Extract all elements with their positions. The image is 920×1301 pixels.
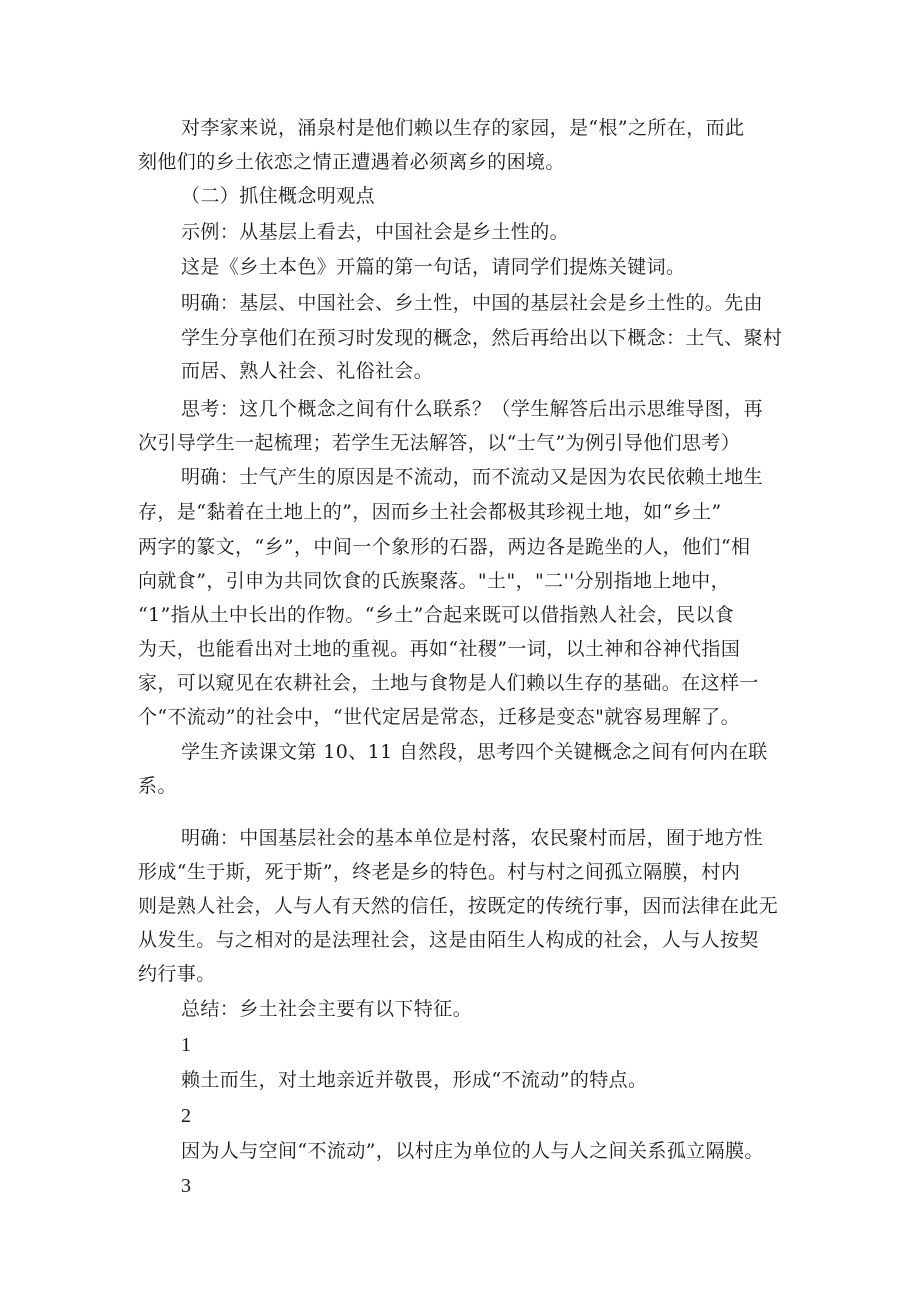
paragraph-line: 总结：乡土社会主要有以下特征。: [181, 998, 473, 1020]
section-heading: （二）抓住概念明观点: [181, 185, 376, 207]
paragraph-line: 明确：基层、中国社会、乡土性，中国的基层社会是乡土性的。先由: [181, 292, 764, 314]
list-item-text: 因为人与空间“不流动”，以村庄为单位的人与人之间关系孤立隔膜。: [181, 1140, 764, 1162]
paragraph-line: 次引导学生一起梳理；若学生无法解答，以“士气”为例引导他们思考）: [138, 432, 741, 454]
paragraph-line: 学生齐读课文第 10、11 自然段，思考四个关键概念之间有何内在联: [181, 741, 768, 763]
paragraph-line: 而居、熟人社会、礼俗社会。: [181, 360, 434, 382]
paragraph-line: 形成“生于斯，死于斯”，终老是乡的特色。村与村之间孤立隔膜，村内: [138, 861, 741, 883]
paragraph-line: 为天，也能看出对土地的重视。再如“社稷”一词，以土神和谷神代指国: [138, 638, 741, 660]
paragraph-line: 思考：这几个概念之间有什么联系？（学生解答后出示思维导图，再: [181, 398, 764, 420]
paragraph-line: 刻他们的乡土依恋之情正遭遇着必须离乡的困境。: [138, 151, 565, 173]
paragraph-line: 存，是“黏着在土地上的”，因而乡土社会都极其珍视土地，如“乡土”: [138, 501, 722, 523]
list-item-text: 赖土而生，对土地亲近并敬畏，形成“不流动”的特点。: [181, 1069, 648, 1091]
paragraph-line: 对李家来说，涌泉村是他们赖以生存的家园，是“根”之所在，而此: [181, 117, 745, 139]
paragraph-line: 约行事。: [138, 963, 216, 985]
paragraph-line: 个“不流动”的社会中，“世代定居是常态，迁移是变态"就容易理解了。: [138, 706, 741, 728]
list-number: 1: [181, 1034, 192, 1056]
paragraph-line: 向就食”，引申为共同饮食的氏族聚落。"土"，"二''分别指地上地中，: [138, 570, 730, 592]
list-number: 2: [181, 1105, 192, 1127]
paragraph-line: 系。: [138, 775, 177, 797]
paragraph-line: 家，可以窥见在农耕社会，土地与食物是人们赖以生存的基础。在这样一: [138, 672, 759, 694]
paragraph-line: “1”指从土中长出的作物。“乡土”合起来既可以借指熟人社会，民以食: [138, 604, 735, 626]
paragraph-line: 两字的篆文，“乡”，中间一个象形的石器，两边各是跪坐的人，他们“相: [138, 536, 751, 558]
paragraph-line: 则是熟人社会，人与人有天然的信任，按既定的传统行事，因而法律在此无: [138, 895, 779, 917]
paragraph-line: 明确：中国基层社会的基本单位是村落，农民聚村而居，囿于地方性: [181, 827, 764, 849]
list-number: 3: [181, 1175, 192, 1197]
paragraph-line: 学生分享他们在预习时发现的概念，然后再给出以下概念：土气、聚村: [181, 327, 783, 349]
paragraph-line: 这是《乡土本色》开篇的第一句话，请同学们提炼关键词。: [181, 256, 686, 278]
paragraph-line: 明确：士气产生的原因是不流动，而不流动又是因为农民依赖土地生: [181, 466, 764, 488]
paragraph-line: 示例：从基层上看去，中国社会是乡土性的。: [181, 221, 570, 243]
paragraph-line: 从发生。与之相对的是法理社会，这是由陌生人构成的社会，人与人按契: [138, 929, 759, 951]
